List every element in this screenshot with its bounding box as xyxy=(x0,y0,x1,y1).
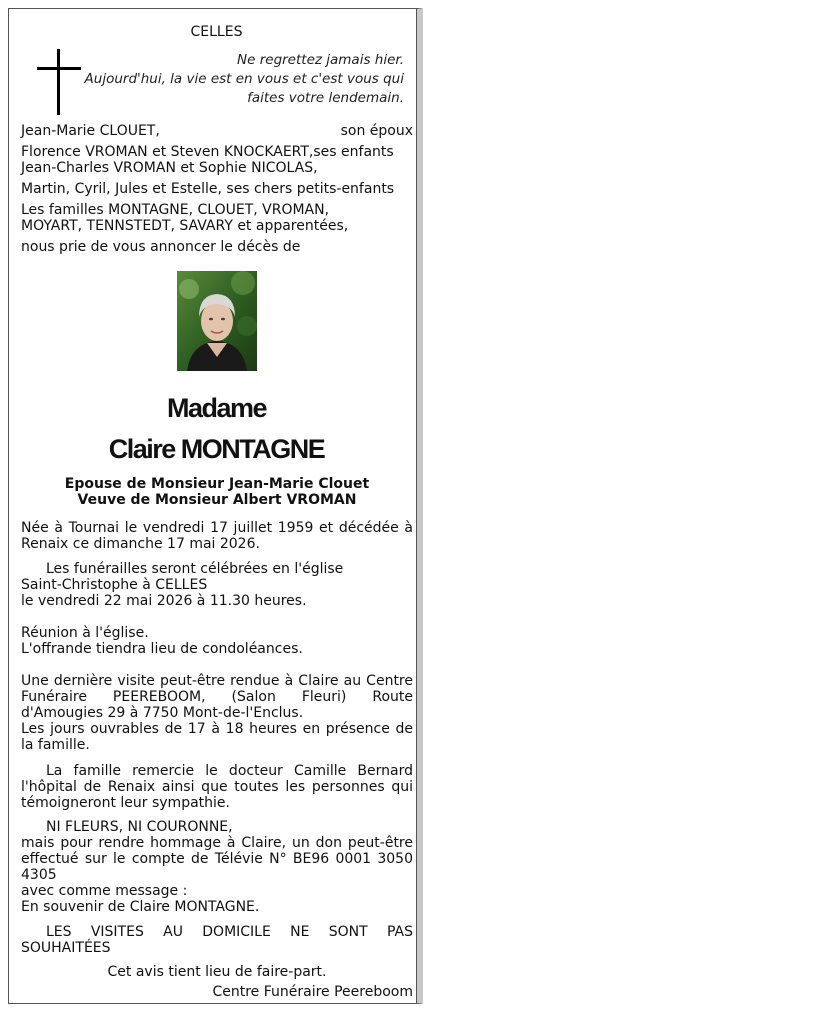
reunion-line-1: Réunion à l'église. xyxy=(21,625,149,641)
grandchildren-line: Martin, Cyril, Jules et Estelle, ses chers petits-enfants xyxy=(21,181,395,197)
spouse-role: son époux xyxy=(340,123,413,139)
quote xyxy=(74,51,404,108)
message-line-2: En souvenir de Claire MONTAGNE. xyxy=(21,899,260,915)
spouse-line xyxy=(21,123,413,139)
visit-paragraph: Une dernière visite peut-être rendue à Claire au Centre Funéraire PEEREBOOM, (Salon Fleuri) Route d'Amougies 29 à 7750 Mont-de-l'Enclus. xyxy=(21,673,413,721)
birth-death-paragraph: Née à Tournai le vendredi 17 juillet 1959 et décédée à Renaix ce dimanche 17 mai 2026. xyxy=(21,520,413,552)
donation-paragraph: mais pour rendre hommage à Claire, un don peut-être effectué sur le compte de Télévie N° BE96 0001 3050 4305 xyxy=(21,835,413,883)
faire-part-line: Cet avis tient lieu de faire-part. xyxy=(107,964,327,980)
quote-line: Aujourd'hui, la vie est en vous et c'est vous qui xyxy=(84,71,404,87)
message-line-1: avec comme message : xyxy=(21,883,188,899)
funeral-line-1: Les funérailles seront célébrées en l'église xyxy=(46,561,344,577)
families-line-1: Les familles MONTAGNE, CLOUET, VROMAN, xyxy=(21,202,330,218)
children-line-2: Jean-Charles VROMAN et Sophie NICOLAS, xyxy=(21,160,318,176)
deceased-name: Claire MONTAGNE xyxy=(108,434,325,464)
announce-line: nous prie de vous annoncer le décès de xyxy=(21,239,301,255)
epouse-line: Epouse de Monsieur Jean-Marie Clouet xyxy=(64,476,370,492)
veuve-line: Veuve de Monsieur Albert VROMAN xyxy=(77,492,357,508)
funeral-line-2: Saint-Christophe à CELLES xyxy=(21,577,208,593)
spouse-name: Jean-Marie CLOUET, xyxy=(21,123,160,139)
funeral-line-3: le vendredi 22 mai 2026 à 11.30 heures. xyxy=(21,593,307,609)
quote-line: faites votre lendemain. xyxy=(247,90,404,106)
visit-hours-paragraph: Les jours ouvrables de 17 à 18 heures en présence de la famille. xyxy=(21,721,413,753)
thanks-paragraph: La famille remercie le docteur Camille Bernard l'hôpital de Renaix ainsi que toutes les personnes qui témoigneront leur sympathie. xyxy=(21,763,413,811)
deceased-photo xyxy=(177,271,257,371)
flowers-line-1: NI FLEURS, NI COURONNE, xyxy=(46,819,233,835)
reunion-line-2: L'offrande tiendra lieu de condoléances. xyxy=(21,641,303,657)
children-line-1: Florence VROMAN et Steven KNOCKAERT,ses enfants xyxy=(21,144,394,160)
signature-line: Centre Funéraire Peereboom xyxy=(212,984,413,1000)
city-heading: CELLES xyxy=(190,24,243,40)
title-madame: Madame xyxy=(166,393,267,423)
families-line-2: MOYART, TENNSTEDT, SAVARY et apparentées, xyxy=(21,218,349,234)
quote-line: Ne regrettez jamais hier. xyxy=(237,52,404,68)
obituary-card xyxy=(8,8,423,1004)
no-visits-paragraph: LES VISITES AU DOMICILE NE SONT PAS SOUHAITÉES xyxy=(21,924,413,956)
